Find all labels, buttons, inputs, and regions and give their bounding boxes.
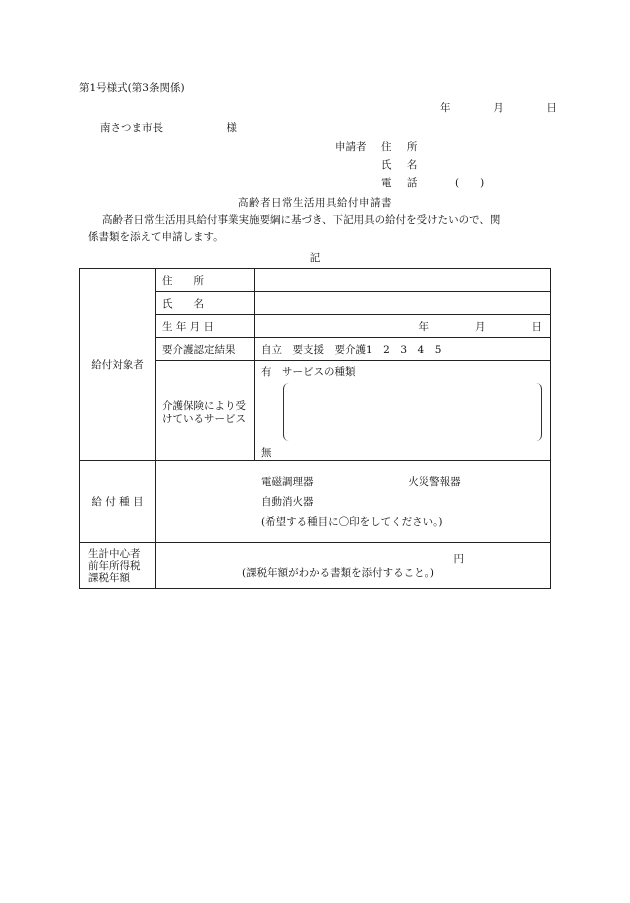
name-label: 氏 名 [156,292,255,315]
care-level-label: 要介護認定結果 [156,338,255,361]
recipient-label: 給付対象者 [80,269,156,461]
service-type-bracket[interactable] [283,383,542,441]
body-text [88,212,558,246]
item-induction-cooker[interactable]: 電磁調理器 [261,475,314,488]
form-reference: 第1号様式(第3条関係) [79,82,185,94]
applicant-block [335,138,484,192]
date-day: 日 [546,102,557,114]
applicant-phone-paren: ( ) [455,177,485,189]
insurance-no: 無 [261,447,272,459]
application-date [440,100,557,115]
honorific: 様 [226,122,237,134]
tax-field[interactable] [156,543,551,589]
addressee: 南さつま市長 [100,122,163,134]
applicant-name-label: 氏 名 [381,159,424,171]
date-month: 月 [493,102,504,114]
insurance-yes: 有 サービスの種類 [261,366,356,378]
items-label: 給 付 種 目 [80,461,156,543]
birthdate-label: 生 年 月 日 [156,315,255,338]
tax-unit: 円 [453,552,464,565]
items-note: (希望する種目に〇印をしてください。) [261,515,443,528]
applicant-phone-label: 電 話 [381,177,424,189]
birth-day: 日 [531,320,542,333]
item-auto-extinguisher[interactable]: 自動消火器 [261,495,314,508]
insurance-service-label: 介護保険により受けているサービス [156,361,255,461]
address-field[interactable] [255,269,551,292]
birth-year: 年 [418,320,429,333]
care-level-options[interactable]: 自立 要支援 要介護1 2 3 4 5 [255,338,551,361]
ki-marker: 記 [309,252,321,264]
date-year: 年 [440,102,451,114]
tax-label [80,543,156,589]
application-table [79,268,551,589]
birth-month: 月 [475,320,486,333]
tax-label-2: 前年所得税 [88,559,141,572]
applicant-address-label: 住 所 [381,141,424,153]
tax-note: (課税年額がわかる書類を添付すること。) [242,566,434,579]
addressee-line [100,120,237,135]
document-title: 高齢者日常生活用具給付申請書 [238,197,392,209]
item-fire-alarm[interactable]: 火災警報器 [408,475,461,488]
tax-label-3: 課税年額 [88,571,130,584]
insurance-service-field[interactable] [255,361,551,461]
items-field [156,461,551,543]
address-label: 住 所 [156,269,255,292]
name-field[interactable] [255,292,551,315]
body-line-2: 係書類を添えて申請します。 [88,231,224,243]
applicant-role: 申請者 [335,141,367,153]
birthdate-field[interactable] [255,315,551,338]
tax-label-1: 生計中心者 [88,547,141,560]
body-line-1: 高齢者日常生活用具給付事業実施要綱に基づき、下記用具の給付を受けたいので、関 [102,214,501,226]
